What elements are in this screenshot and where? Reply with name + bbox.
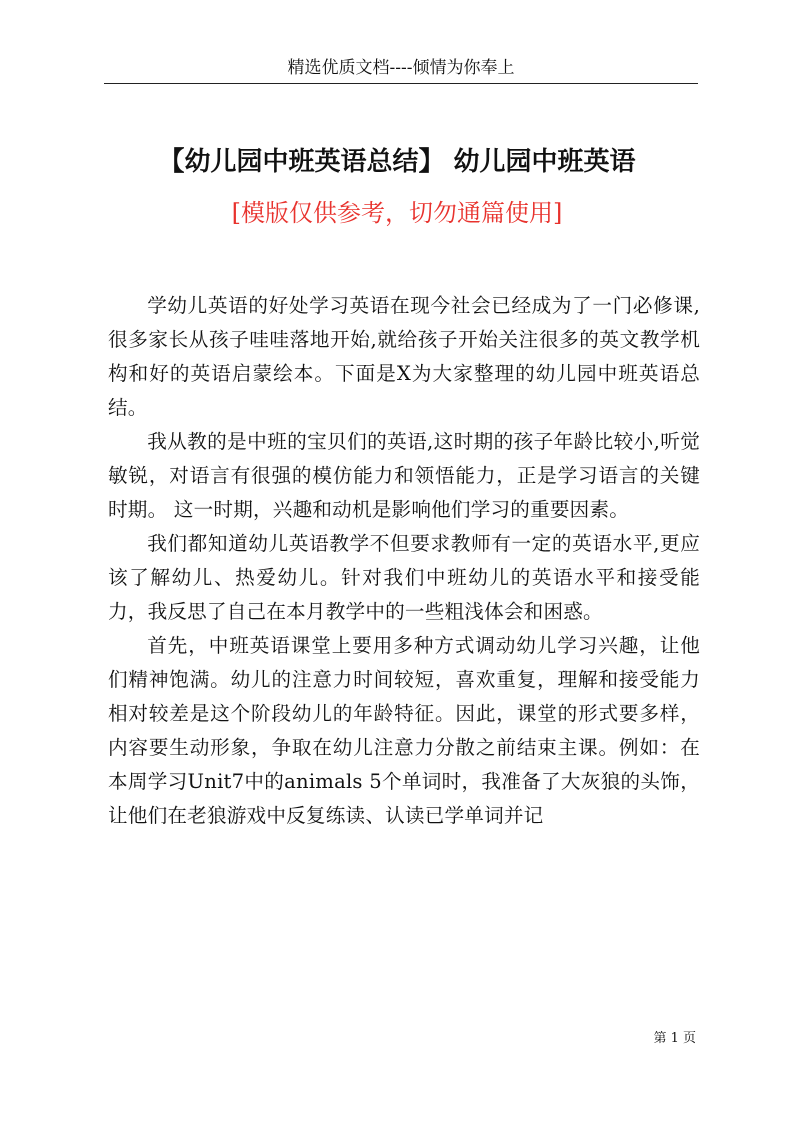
paragraph: 我们都知道幼儿英语教学不但要求教师有一定的英语水平,更应该了解幼儿、热爱幼儿。针对我们中班幼儿的英语水平和接受能力，我反思了自己在本月教学中的一些粗浅体会和困惑。 [108,532,700,623]
document-title: 【幼儿园中班英语总结】 幼儿园中班英语 [158,147,636,177]
page-number: 第 1 页 [653,1031,696,1046]
page-header: 精选优质文档----倾情为你奉上 [287,58,515,78]
document-subtitle: [模版仅供参考，切勿通篇使用] [231,199,563,227]
header-divider [104,83,698,84]
paragraph: 首先，中班英语课堂上要用多种方式调动幼儿学习兴趣，让他们精神饱满。幼儿的注意力时间较短，喜欢重复，理解和接受能力相对较差是这个阶段幼儿的年龄特征。因此，课堂的形式要多样，内容要生动形象，争取在幼儿注意力分散之前结束主课。例如：在本周学习Unit7中的animals 5个单词时，我准备了大灰狼的头饰，让他们在老狼游戏中反复练读、认读已学单词并记 [108,634,700,827]
paragraph: 我从教的是中班的宝贝们的英语,这时期的孩子年龄比较小,听觉敏锐，对语言有很强的模仿能力和领悟能力，正是学习语言的关键时期。 这一时期，兴趣和动机是影响他们学习的重要因素。 [108,430,700,521]
document-body [108,289,700,833]
paragraph: 学幼儿英语的好处学习英语在现今社会已经成为了一门必修课,很多家长从孩子哇哇落地开始,就给孩子开始关注很多的英文教学机构和好的英语启蒙绘本。下面是X为大家整理的幼儿园中班英语总结。 [108,294,700,419]
